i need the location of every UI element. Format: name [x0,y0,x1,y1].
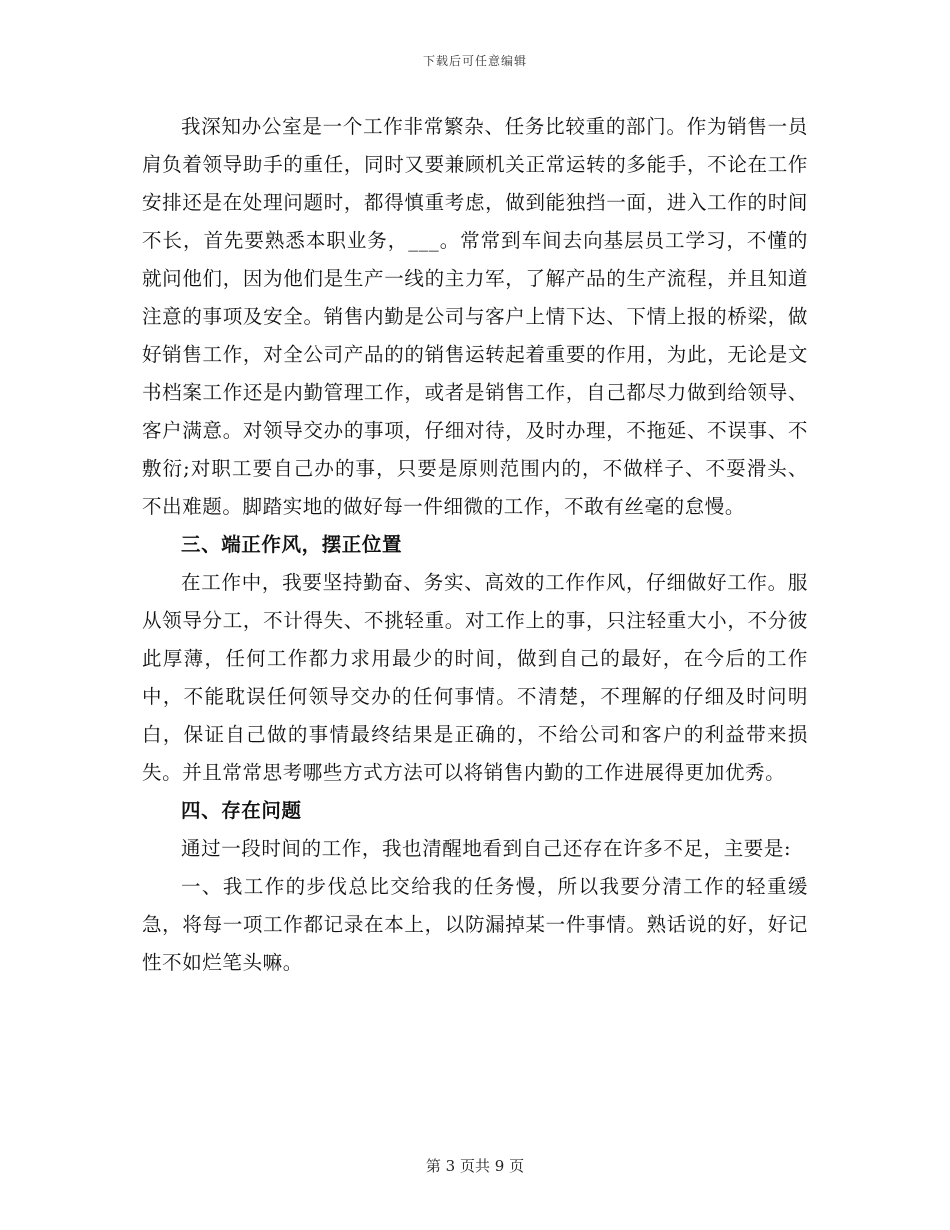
paragraph-problems-intro: 通过一段时间的工作，我也清醒地看到自己还存在许多不足，主要是: [181,837,792,860]
paragraph-problem-1: 一、我工作的步伐总比交给我的任务慢，所以我要分清工作的轻重缓急，将每一项工作都记录在本上，以防漏掉某一件事情。熟话说的好，好记性不如烂笔头嘛。 [142,875,808,974]
page-header: 下载后可任意编辑 [422,54,527,68]
document-body [142,108,808,982]
page-number: 第 3 页共 9 页 [425,1157,525,1175]
paragraph-office-work: 我深知办公室是一个工作非常繁杂、任务比较重的部门。作为销售一员肩负着领导助手的重任，同时又要兼顾机关正常运转的多能手，不论在工作安排还是在处理问题时，都得慎重考虑，做到能独挡一面，进入工作的时间不长，首先要熟悉本职业务，___。常常到车间去向基层员工学习，不懂的就问他们，因为他们是生产一线的主力军，了解产品的生产流程，并且知道注意的事项及安全。销售内勤是公司与客户上情下达、下情上报的桥梁，做好销售工作，对全公司产品的的销售运转起着重要的作用，为此，无论是文书档案工作还是内勤管理工作，或者是销售工作，自己都尽力做到给领导、客户满意。对领导交办的事项，仔细对待，及时办理，不拖延、不误事、不敷衍;对职工要自己办的事，只要是原则范围内的，不做样子、不耍滑头、不出难题。脚踏实地的做好每一件细微的工作，不敢有丝毫的怠慢。 [142,115,808,518]
section-heading-3: 三、端正作风，摆正位置 [181,533,403,556]
section-heading-4: 四、存在问题 [181,799,302,822]
paragraph-work-style: 在工作中，我要坚持勤奋、务实、高效的工作作风，仔细做好工作。服从领导分工，不计得失、不挑轻重。对工作上的事，只注轻重大小，不分彼此厚薄，任何工作都力求用最少的时间，做到自己的最好，在今后的工作中，不能耽误任何领导交办的任何事情。不清楚，不理解的仔细及时问明白，保证自己做的事情最终结果是正确的，不给公司和客户的利益带来损失。并且常常思考哪些方式方法可以将销售内勤的工作进展得更加优秀。 [142,571,808,784]
